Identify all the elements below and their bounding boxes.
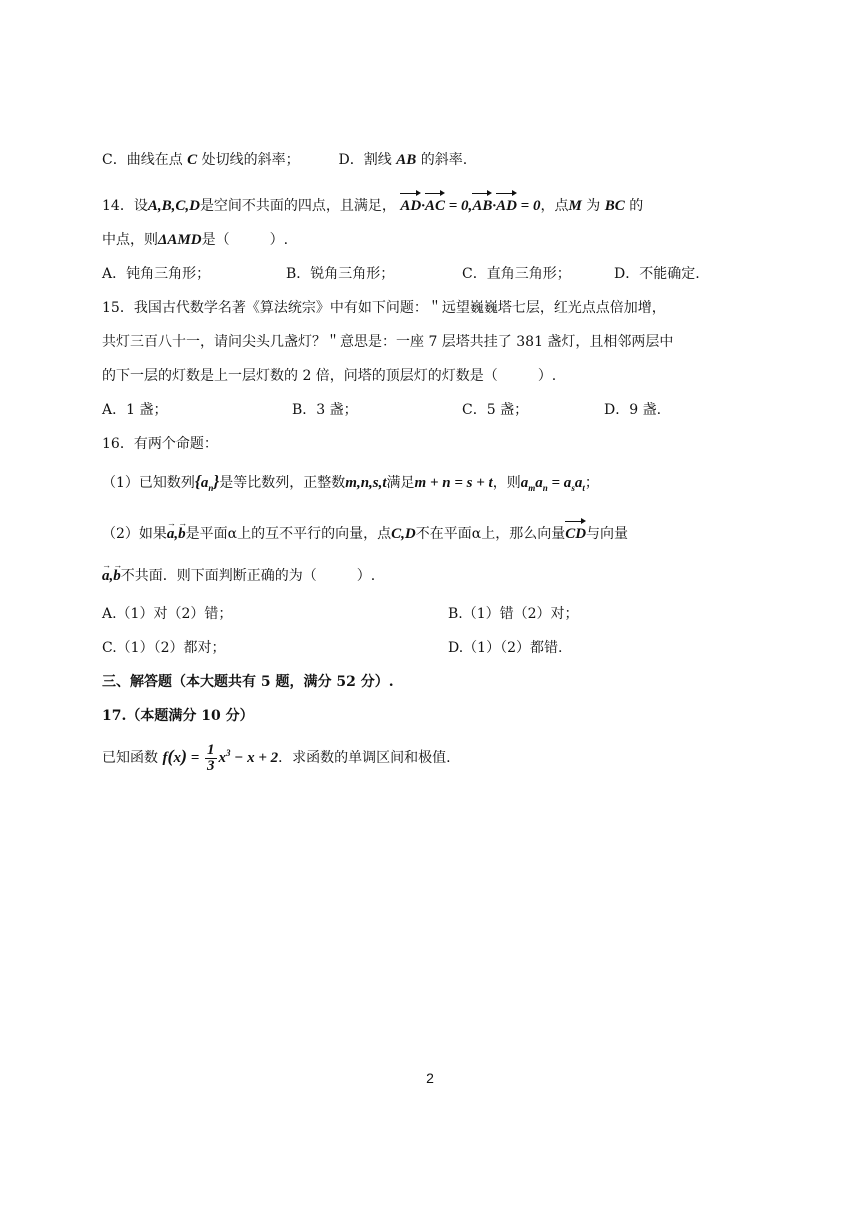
q16-proposition-2-cont: → a,→ b不共面．则下面判断正确的为（ ）. bbox=[102, 566, 375, 586]
q16-title: 16．有两个命题： bbox=[102, 436, 218, 452]
q14-option-a: A．钝角三角形； bbox=[102, 266, 211, 282]
q14-option-d: D．不能确定. bbox=[614, 266, 700, 282]
q15-stem-line2: 共灯三百八十一，请问尖头几盏灯？＂意思是：一座 7 层塔共挂了 381 盏灯，且相邻两层中 bbox=[102, 334, 674, 350]
q14-option-b: B．锐角三角形； bbox=[286, 266, 395, 282]
q16-option-d: D.（1）（2）都错. bbox=[448, 640, 563, 656]
q14-option-c: C．直角三角形； bbox=[462, 266, 571, 282]
q15-option-c: C．5 盏； bbox=[462, 402, 529, 418]
q14-stem-line2: 中点，则ΔAMD是（ ）. bbox=[102, 232, 289, 248]
q15-option-a: A．1 盏； bbox=[102, 402, 168, 418]
q17-function: f(x) = $\frac{1}{3}$ $x^3 - x + 2$ bbox=[162, 742, 279, 775]
q16-proposition-1: （1）已知数列$\{a_n\}$是等比数列，正整数m,n,s,t满足m + n = s + t，则$a_ma_n = a_sa_t$； bbox=[102, 472, 599, 493]
q16-option-c: C.（1）（2）都对； bbox=[102, 640, 226, 656]
q15-option-b: B．3 盏； bbox=[292, 402, 358, 418]
q17-title: 17.（本题满分 10 分） bbox=[102, 708, 254, 724]
q16-option-b: B.（1）错（2）对； bbox=[448, 606, 579, 622]
q15-stem-line1: 15．我国古代数学名著《算法统宗》中有如下问题：＂远望巍巍塔七层，红光点点倍加增， bbox=[102, 300, 666, 316]
q14-stem-line1: 14．设A,B,C,D是空间不共面的四点，且满足， AD·AC = 0,AB·AD = 0，点M 为 BC 的 bbox=[102, 192, 643, 216]
q13-option-d: D．割线 AB 的斜率. bbox=[338, 152, 468, 168]
q14-vector-condition: AD·AC = 0,AB·AD = 0 bbox=[400, 198, 540, 214]
page-number: 2 bbox=[426, 1070, 434, 1086]
q13-options-row bbox=[102, 150, 467, 170]
q15-stem-line3: 的下一层的灯数是上一层灯数的 2 倍，问塔的顶层灯的灯数是（ ）. bbox=[102, 368, 557, 384]
q17-stem: 已知函数 f(x) = $\frac{1}{3}$ $x^3 - x + 2$．求函数的单调区间和极值. bbox=[102, 742, 451, 775]
q16-proposition-2: （2）如果→ a,→ b是平面α上的互不平行的向量，点C,D不在平面α上，那么向量CD与向量 bbox=[102, 520, 628, 544]
q15-option-d: D．9 盏. bbox=[604, 402, 662, 418]
section-heading: 三、解答题（本大题共有 5 题，满分 52 分）. bbox=[102, 674, 394, 690]
q16-option-a: A.（1）对（2）错； bbox=[102, 606, 233, 622]
q13-option-c: C．曲线在点 C 处切线的斜率； bbox=[102, 152, 300, 168]
